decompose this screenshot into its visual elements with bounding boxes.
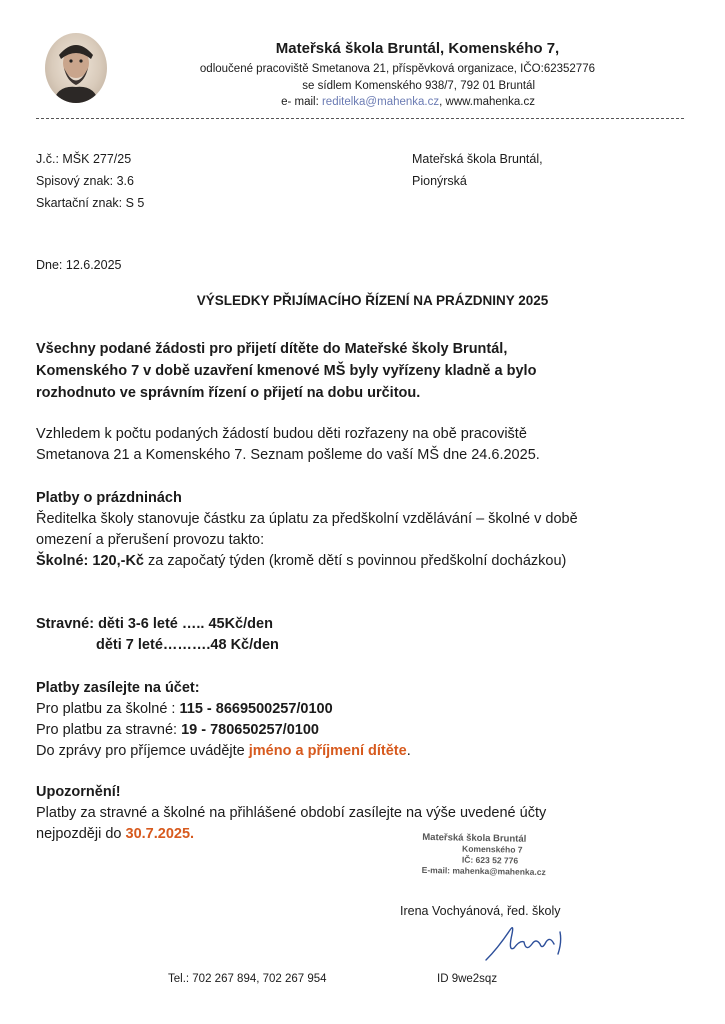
meal-account (36, 720, 319, 741)
email-link[interactable]: reditelka@mahenka.cz (321, 96, 440, 108)
email-label: e- mail: (281, 96, 322, 108)
tuition-fee-text: za započatý týden (kromě dětí s povinnou předškolní docházkou) (144, 553, 567, 569)
meal-fee-line-1 (36, 614, 273, 635)
recipient-line-2: Pionýrská (412, 174, 467, 188)
payment-deadline: 30.7.2025. (125, 826, 195, 842)
tuition-fee (36, 551, 576, 572)
tuition-account-label: Pro platbu za školné : (36, 701, 180, 717)
meal-account-number: 19 - 780650257/0100 (181, 722, 319, 738)
tuition-fee-label: Školné: 120,-Kč (36, 553, 144, 569)
school-stamp (422, 832, 547, 878)
note-prefix: Do zprávy pro příjemce uvádějte (36, 743, 249, 759)
warning-heading: Upozornění! (36, 784, 121, 800)
note-highlight: jméno a příjmení dítěte (248, 743, 407, 759)
intro-paragraph: Všechny podané žádosti pro přijetí dítěte do Mateřské školy Bruntál, Komenského 7 v době uzavření kmenové MŠ byly vyřízeny kladně a bylo rozhodnuto ve správním řízení o přijetí na dobu určitou. (36, 341, 537, 401)
payments-text: Ředitelka školy stanovuje částku za úplatu za předškolní vzdělávání – školné v době omezení a přerušení provozu takto: (36, 511, 578, 548)
meal-fee-age-3-6: děti 3-6 leté ….. 45Kč/den (98, 616, 273, 632)
file-code: Spisový znak: 3.6 (36, 174, 134, 188)
signatory-name: Irena Vochyánová, řed. školy (400, 904, 561, 918)
payments-heading: Platby o prázdninách (36, 490, 182, 506)
distribution-paragraph: Vzhledem k počtu podaných žádostí budou děti rozřazeny na obě pracoviště Smetanova 21 a Komenského 7. Seznam pošleme do vaší MŠ dne 24.6.2025. (36, 426, 540, 463)
reference-number: J.č.: MŠK 277/25 (36, 152, 132, 166)
stamp-line-4: E-mail: mahenka@mahenka.cz (421, 864, 546, 878)
accounts-heading: Platby zasílejte na účet: (36, 680, 200, 696)
meal-fee-label: Stravné: (36, 616, 99, 632)
document-date: Dne: 12.6.2025 (36, 258, 122, 272)
header-address-line: odloučené pracoviště Smetanova 21, příspěvková organizace, IČO:62352776 (199, 63, 595, 75)
stamp-line-1: Mateřská škola Bruntál (422, 831, 527, 845)
header-divider (36, 118, 684, 119)
handwritten-signature (480, 918, 600, 973)
meal-fee-age-7: děti 7 leté……….48 Kč/den (96, 637, 279, 653)
shredding-code: Skartační znak: S 5 (36, 196, 145, 210)
school-name-heading: Mateřská škola Bruntál, Komenského 7, (275, 40, 560, 57)
header-contact-line (281, 96, 535, 108)
document-title: VÝSLEDKY PŘIJÍMACÍHO ŘÍZENÍ NA PRÁZDNINY 2025 (196, 293, 549, 308)
stamp-line-3: IČ: 623 52 776 (461, 854, 519, 866)
footer-data-box-id: ID 9we2sqz (437, 973, 498, 985)
warning-body: Platby za stravné a školné na přihlášené období zasílejte na výše uvedené účty nejpozději do (36, 805, 547, 842)
tuition-account (36, 699, 333, 720)
recipient-line-1: Mateřská škola Bruntál, (412, 152, 543, 166)
web-link[interactable]: , www.mahenka.cz (439, 96, 535, 108)
meal-account-label: Pro platbu za stravné: (36, 722, 182, 738)
payment-reference-note (36, 741, 411, 762)
footer-phone: Tel.: 702 267 894, 702 267 954 (168, 973, 327, 985)
note-suffix: . (406, 743, 411, 759)
tuition-account-number: 115 - 8669500257/0100 (179, 701, 333, 717)
header-seat-line: se sídlem Komenského 938/7, 792 01 Bruntál (302, 80, 535, 92)
stamp-line-2: Komenského 7 (462, 843, 523, 855)
